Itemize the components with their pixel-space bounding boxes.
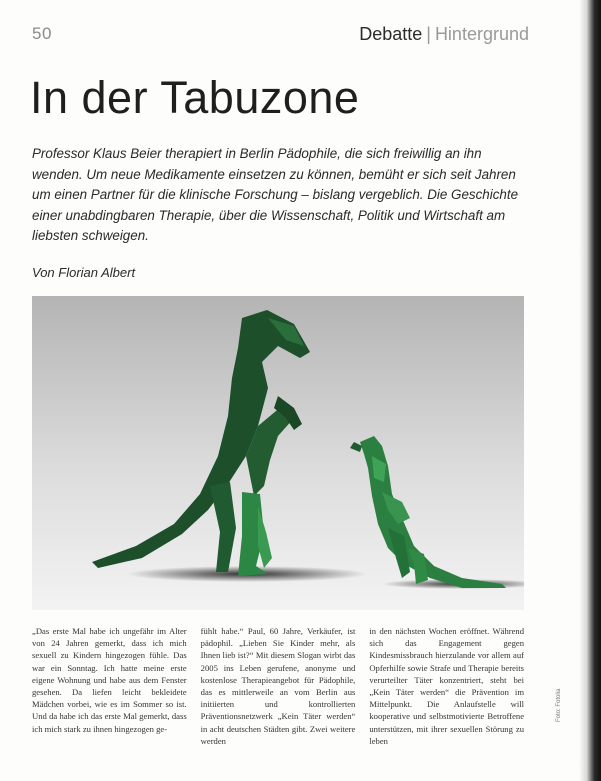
section-name: Debatte <box>359 24 423 44</box>
section-separator: | <box>426 24 431 44</box>
page-edge-shadow <box>579 0 601 781</box>
subsection-name: Hintergrund <box>434 24 529 44</box>
origami-dinosaurs-image <box>32 296 524 610</box>
article-photo <box>32 296 524 610</box>
article-byline: Von Florian Albert <box>32 265 136 280</box>
article-body <box>32 625 524 781</box>
page-number: 50 <box>32 24 52 43</box>
body-column-2: fühlt habe.“ Paul, 60 Jahre, Verkäufer, ist pädophil. „Lieben Sie Kinder mehr, als Ihnen lieb ist?“ Mit diesem Slogan wirbt das 2005 ins Leben gerufene, anonyme und kostenlose Therapieangebot für Pädophile, das es mittlerweile an vom Berlin aus initiierten und kontrollierten Präventionsnetzwerk „Kein Täter werden“ in acht deutschen Städten gibt. Zwei weitere werden <box>200 626 356 746</box>
article-lead: Professor Klaus Beier therapiert in Berlin Pädophile, die sich freiwillig an ihn wenden. Um neue Medikamente einsetzen zu können, bemüht er sich seit Jahren um einen Partner für die klinische Forschung – bislang vergeblich. Die Geschichte einer unabdingbaren Therapie, über die Wissenschaft, Politik und Wirtschaft am liebsten schweigen. <box>32 146 519 243</box>
photo-credit: Foto: Fotolia <box>556 688 562 722</box>
body-column-1: „Das erste Mal habe ich ungefähr im Alter von 24 Jahren gemerkt, dass ich mich sexuell zu Kindern hingezogen fühle. Das war ein Sonntag. Ich hatte meine erste eigene Wohnung und habe aus dem Fenster gesehen. Da liefen leicht bekleidete Mädchen vorbei, wie es im Sommer so ist. Und da habe ich das erste Mal gemerkt, dass ich mich stark zu ihnen hingezogen ge- <box>32 626 187 734</box>
article-headline: In der Tabuzone <box>30 72 360 123</box>
body-column-3: in den nächsten Wochen eröffnet. Während sich das Engagement gegen Kindesmissbrauch hierzulande vor allem auf Opferhilfe sowie Strafe und Therapie bereits verurteilter Täter konzentriert, steht bei „Kein Täter werden“ die Prävention im Mittelpunkt. Die Anlaufstelle will kooperative und selbstmotivierte Betroffene unterstützen, mit ihrer sexuellen Störung zu leben <box>369 626 524 746</box>
section-label <box>359 24 529 45</box>
